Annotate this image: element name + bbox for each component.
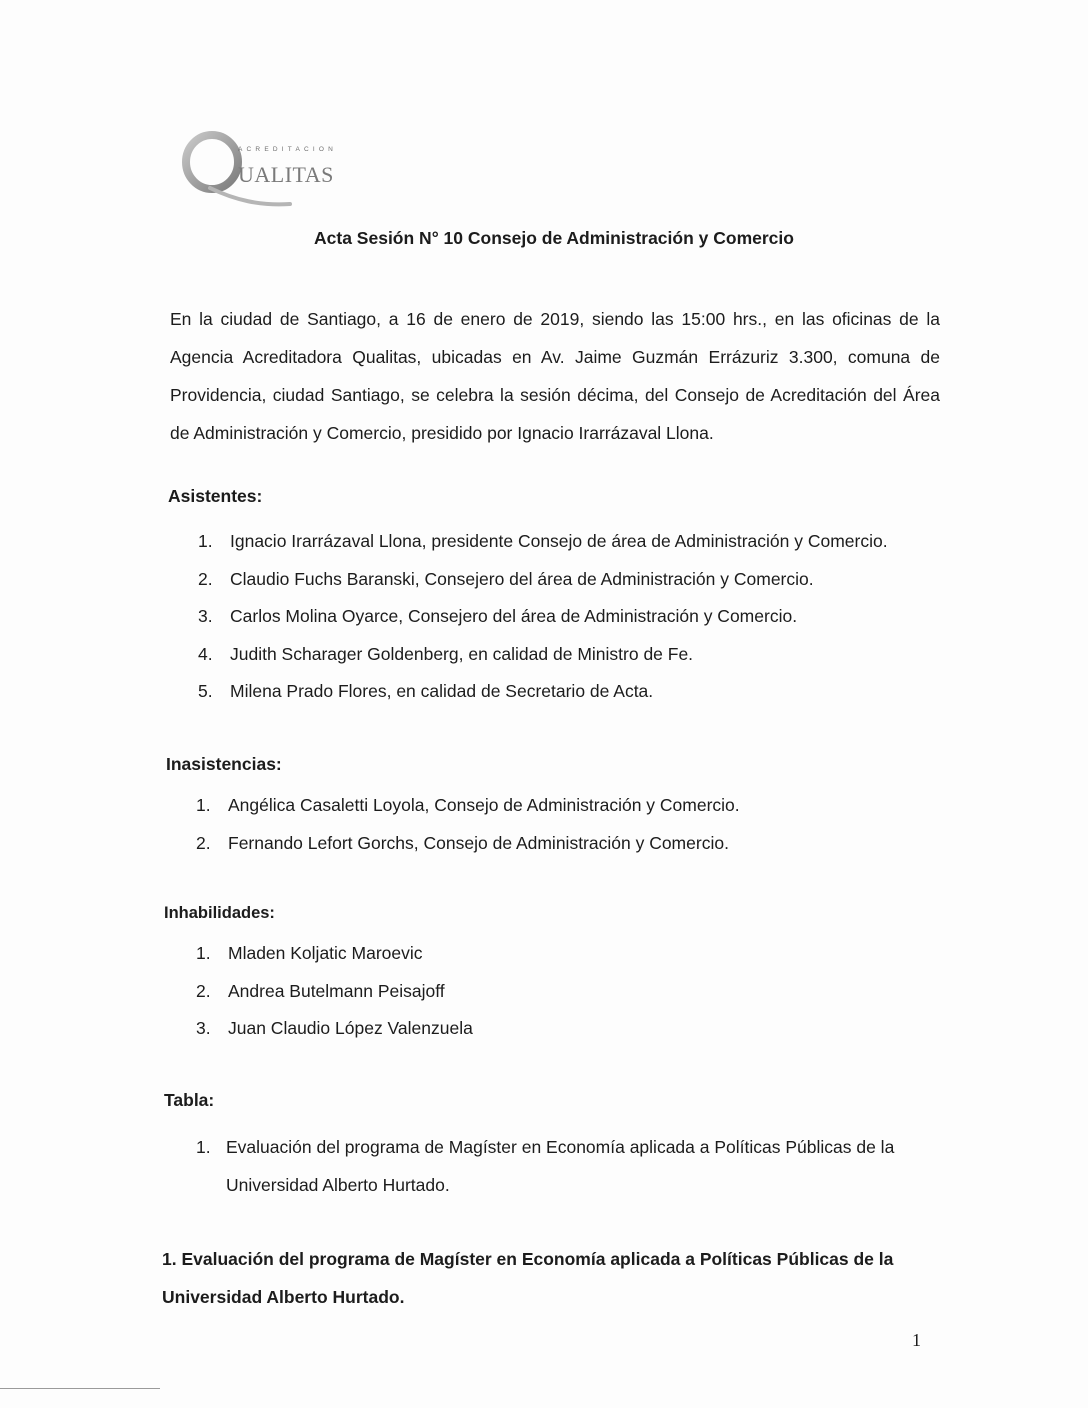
scan-edge-line bbox=[0, 1388, 160, 1389]
inasistencias-heading: Inasistencias: bbox=[166, 754, 282, 774]
asistentes-list bbox=[198, 528, 888, 716]
list-item: 2. Claudio Fuchs Baranski, Consejero del área de Administración y Comercio. bbox=[198, 568, 814, 589]
intro-paragraph: En la ciudad de Santiago, a 16 de enero de 2019, siendo las 15:00 hrs., en las oficinas de la Agencia Acreditadora Qualitas, ubicadas en Av. Jaime Guzmán Errázuriz 3.300, comuna de Providencia, ciudad Santiago, se celebra la sesión décima, del Consejo de Acreditación del Área de Administración y Comercio, presidido por Ignacio Irarrázaval Llona. bbox=[170, 309, 940, 443]
list-item: 4. Judith Scharager Goldenberg, en calidad de Ministro de Fe. bbox=[198, 643, 694, 664]
tabla-list-item: 1. Evaluación del programa de Magíster en Economía aplicada a Políticas Públicas de la Universidad Alberto Hurtado. bbox=[196, 1137, 895, 1195]
list-item: 3. Carlos Molina Oyarce, Consejero del área de Administración y Comercio. bbox=[198, 606, 798, 626]
document-title: Acta Sesión N° 10 Consejo de Administración y Comercio bbox=[314, 228, 794, 248]
list-item: 1. Mladen Koljatic Maroevic bbox=[196, 943, 423, 963]
list-item: 2. Andrea Butelmann Peisajoff bbox=[196, 980, 445, 1001]
logo-subtitle: ACREDITACION bbox=[238, 146, 338, 153]
inhabilidades-heading: Inhabilidades: bbox=[164, 904, 275, 922]
section-1-heading: 1. Evaluación del programa de Magíster en Economía aplicada a Políticas Públicas de la Universidad Alberto Hurtado. bbox=[162, 1249, 894, 1307]
qualitas-logo bbox=[180, 128, 380, 218]
list-item: 2. Fernando Lefort Gorchs, Consejo de Administración y Comercio. bbox=[196, 832, 729, 853]
list-item: 3. Juan Claudio López Valenzuela bbox=[196, 1018, 473, 1038]
tabla-heading: Tabla: bbox=[164, 1090, 215, 1110]
list-item: 1. Angélica Casaletti Loyola, Consejo de Administración y Comercio. bbox=[196, 795, 740, 815]
inhabilidades-list bbox=[196, 940, 473, 1053]
inasistencias-list bbox=[196, 792, 740, 867]
asistentes-heading: Asistentes: bbox=[168, 486, 263, 506]
logo-name: UALITAS bbox=[238, 162, 334, 187]
list-item: 1. Ignacio Irarrázaval Llona, presidente Consejo de área de Administración y Comercio. bbox=[198, 531, 888, 551]
page-number: 1 bbox=[912, 1330, 921, 1350]
list-item: 5. Milena Prado Flores, en calidad de Secretario de Acta. bbox=[198, 681, 654, 701]
